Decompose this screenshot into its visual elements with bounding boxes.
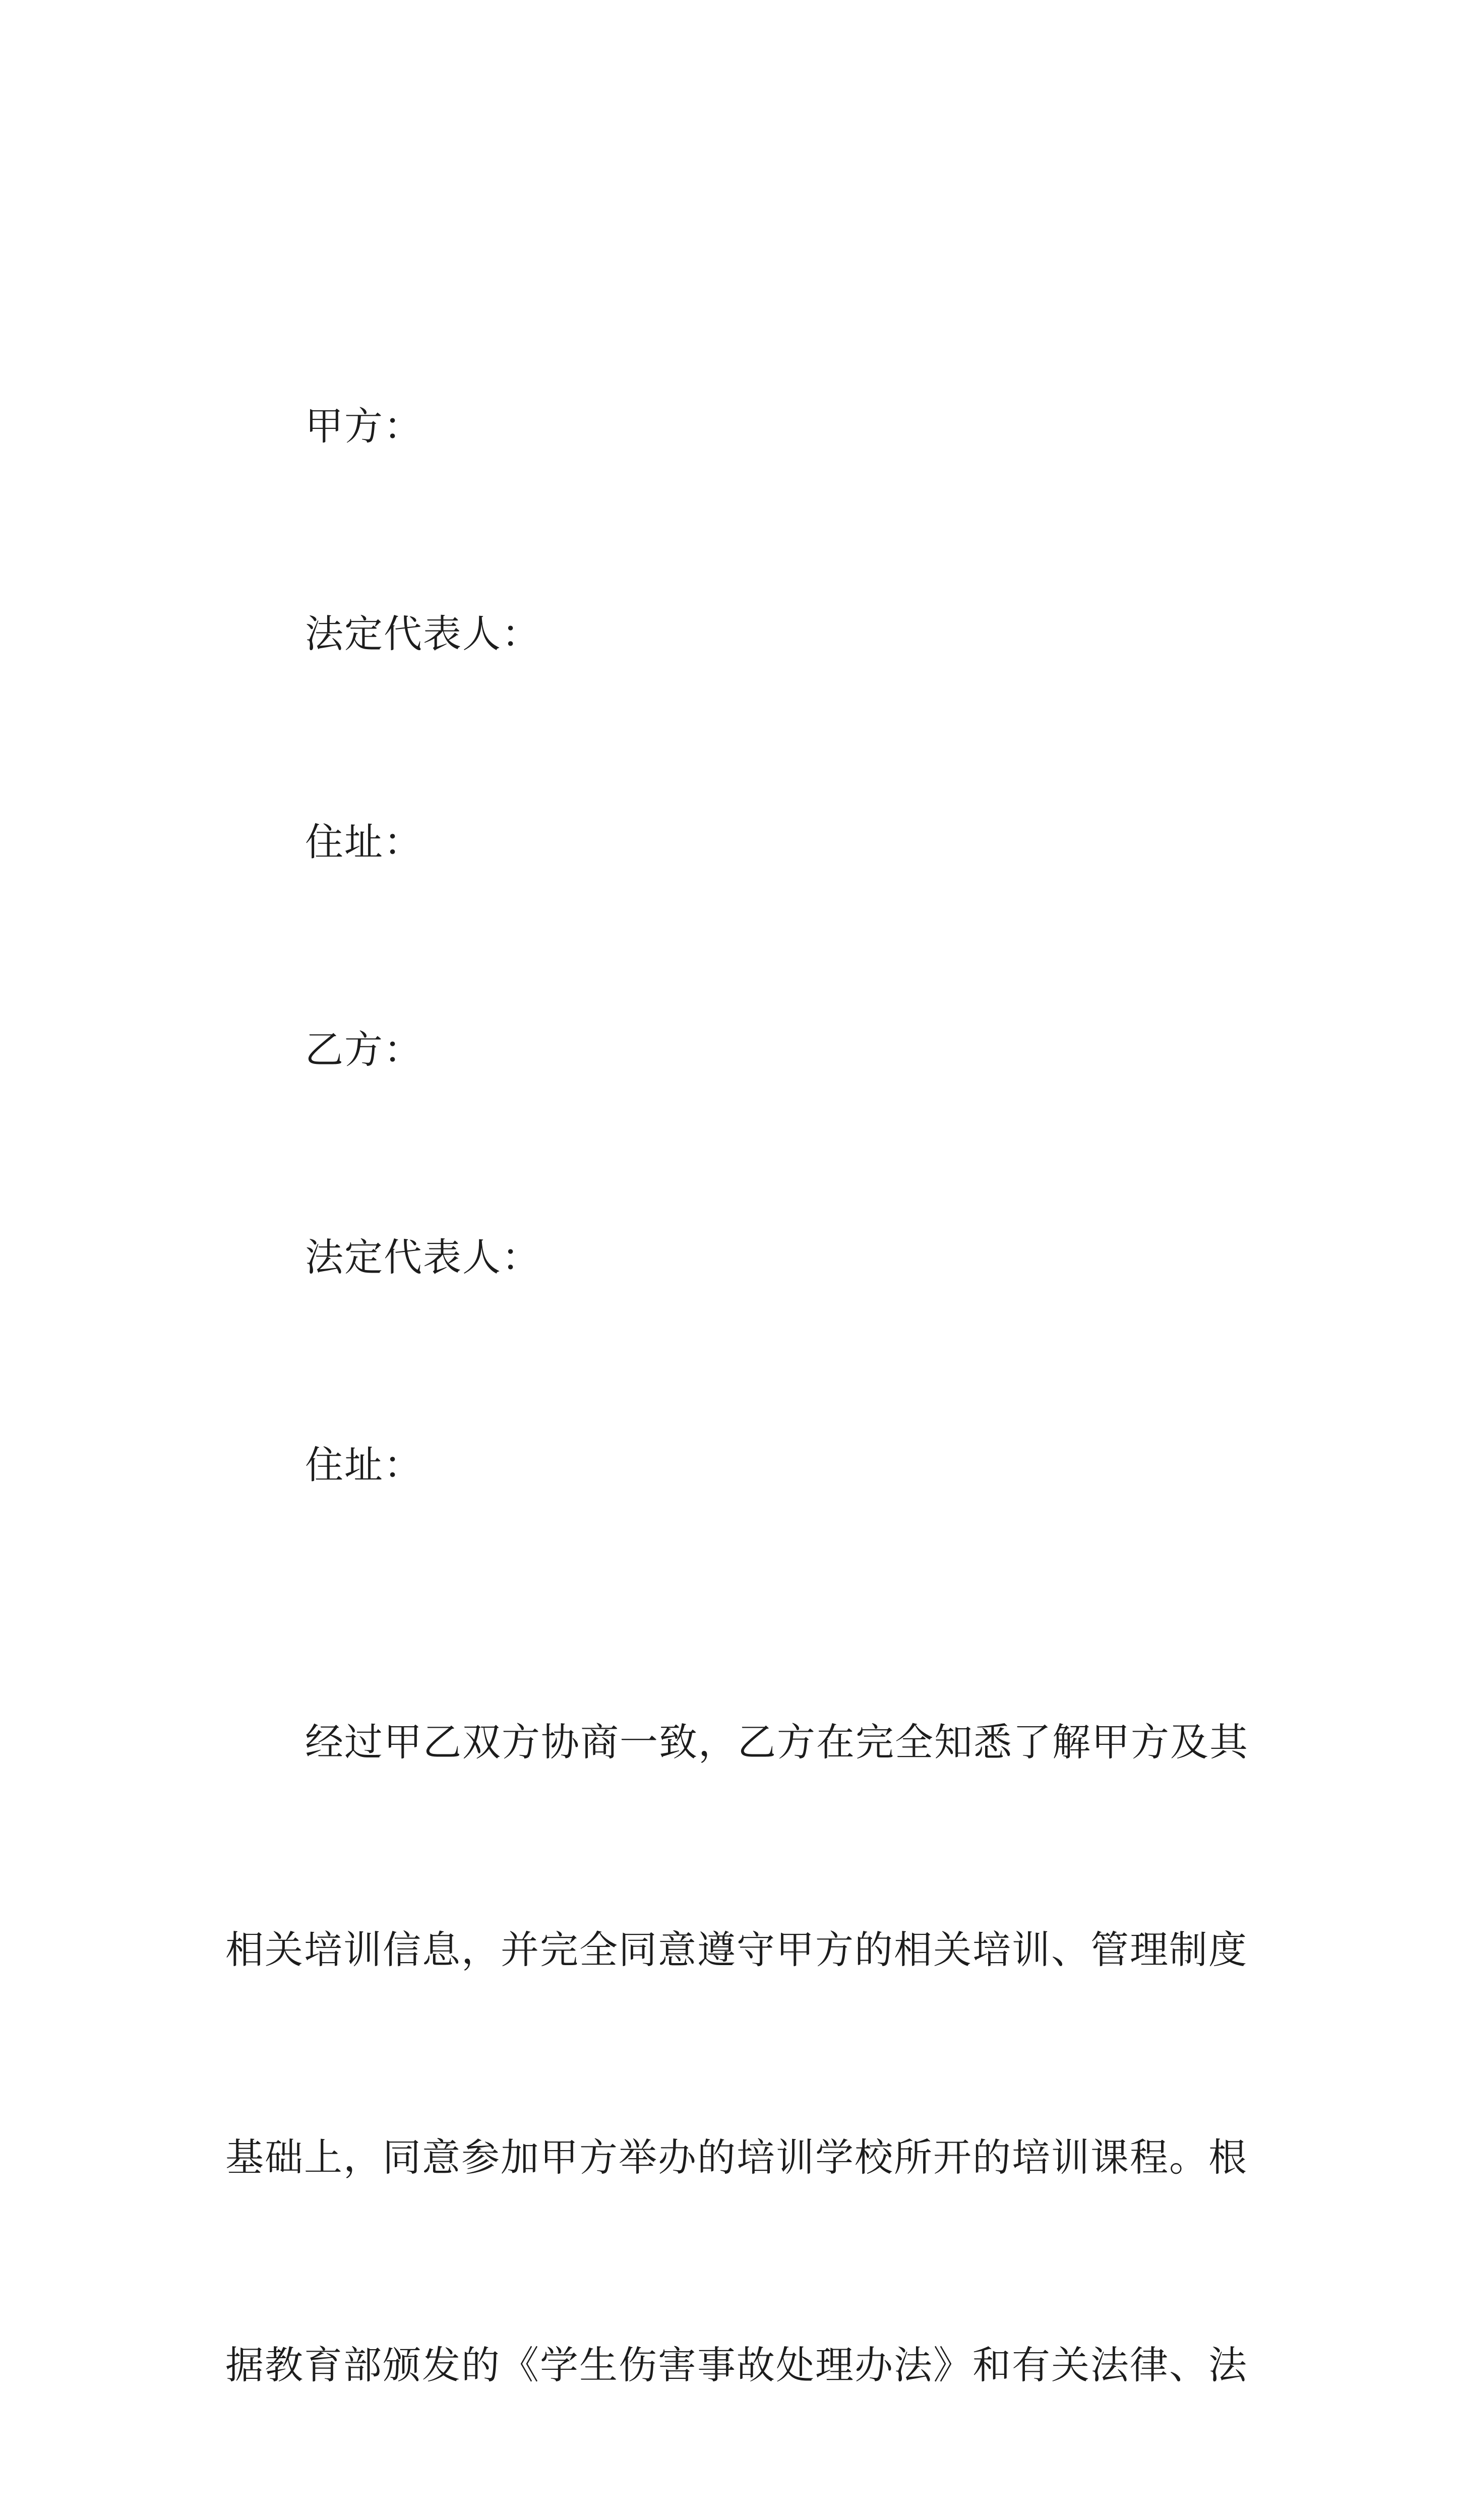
party-b-representative: 法定代表人： — [305, 1235, 541, 1280]
preamble-line: 相关培训信息，并完全同意遵守甲方的相关培训、管理制度 — [225, 1927, 1248, 1973]
contract-body — [225, 184, 1261, 2520]
party-a-name: 甲方： — [305, 404, 423, 449]
party-a-representative: 法定代表人： — [305, 611, 541, 657]
party-b-name: 乙方： — [305, 1027, 423, 1072]
party-a-address: 住址： — [305, 819, 423, 864]
party-b-address: 住址： — [305, 1442, 423, 1488]
preamble-line: 经过甲乙双方协商一致，乙方在完全知悉了解甲方及其 — [305, 1719, 1249, 1765]
preamble-line: 据教育部颁发的《学生伤害事故处理办法》和有关法律、法 — [225, 2343, 1248, 2388]
preamble-line: 基础上，同意参加甲方举办的培训学校所开的培训课程。根 — [225, 2135, 1248, 2180]
